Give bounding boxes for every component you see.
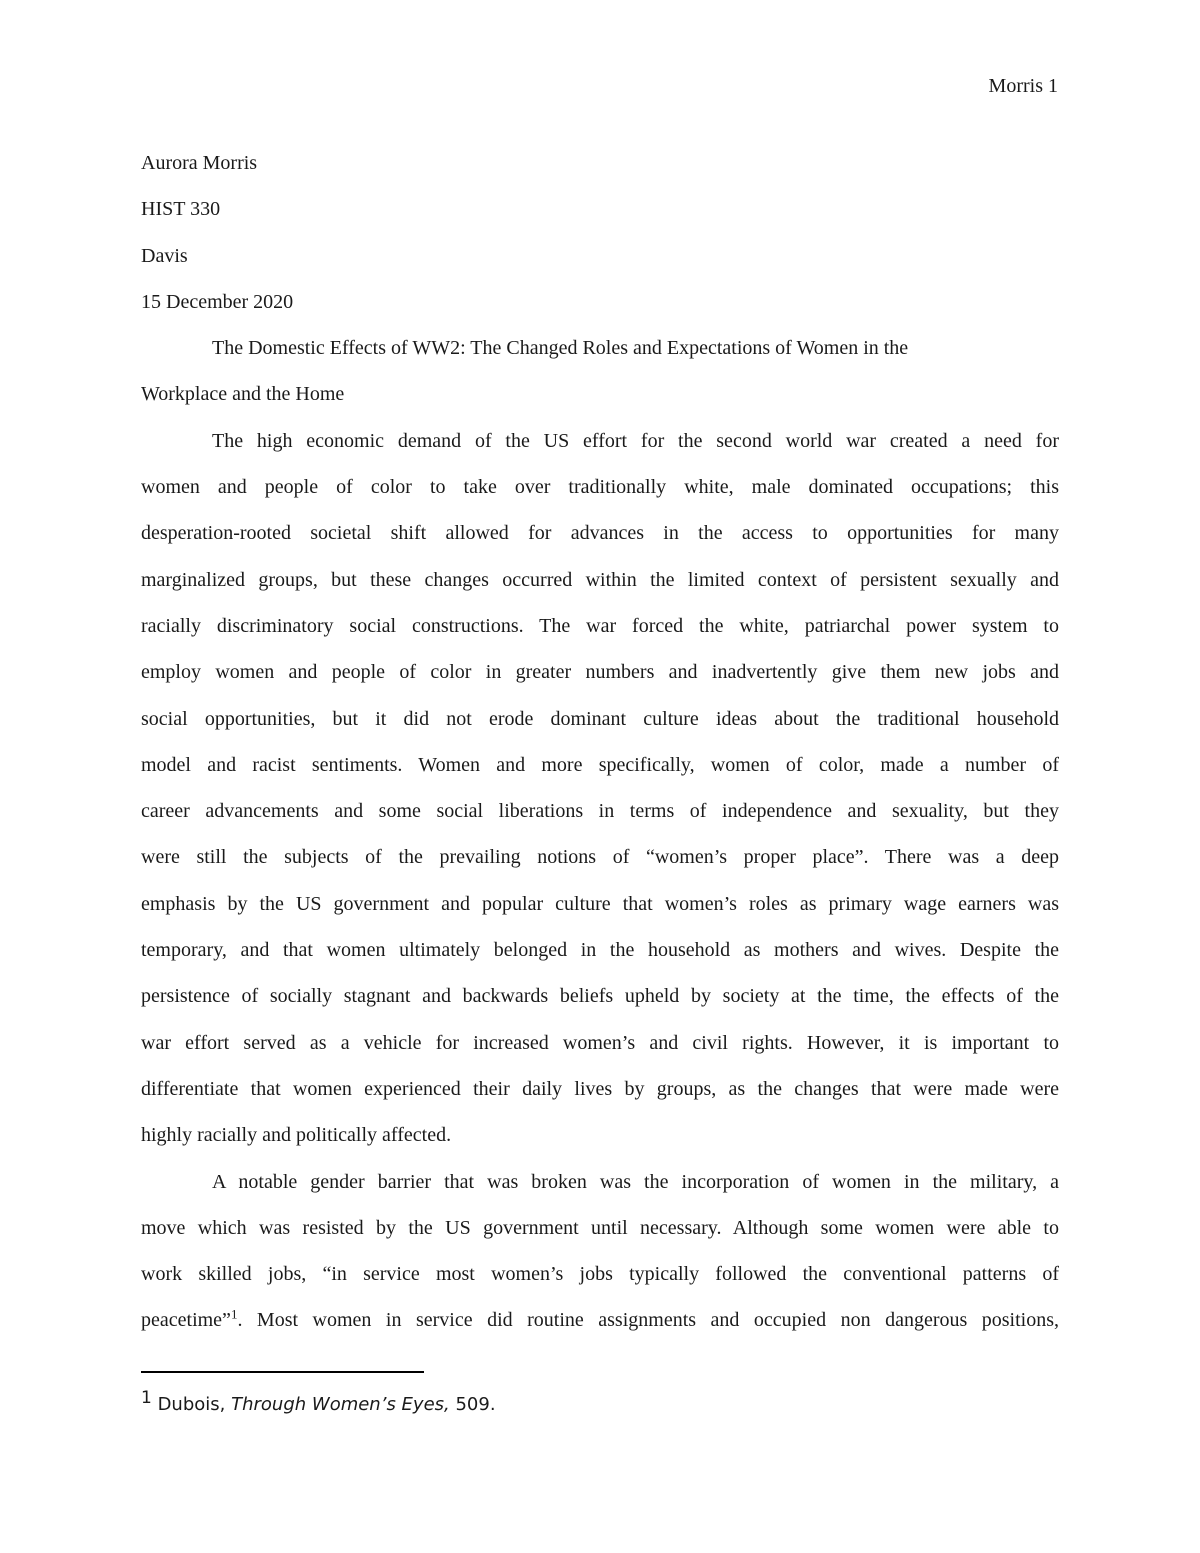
paragraph-line: employ women and people of color in greater numbers and inadvertently give them new jobs and: [141, 661, 1059, 684]
paragraph-line: model and racist sentiments. Women and more specifically, women of color, made a number of: [141, 753, 1059, 776]
essay-body: [141, 140, 1059, 1344]
paragraph-line: A notable gender barrier that was broken was the incorporation of women in the military, a: [212, 1170, 1059, 1193]
paragraph-line: The high economic demand of the US effort for the second world war created a need for: [212, 429, 1059, 452]
quote-end-text: peacetime”: [141, 1309, 231, 1332]
paragraph-line: differentiate that women experienced their daily lives by groups, as the changes that were made were: [141, 1077, 1059, 1100]
footnote-separator: [141, 1371, 424, 1373]
essay-title-line-1: The Domestic Effects of WW2: The Changed Roles and Expectations of Women in the: [212, 337, 909, 360]
course-code: HIST 330: [141, 198, 221, 221]
paragraph-line: racially discriminatory social constructions. The war forced the white, patriarchal power system to: [141, 614, 1059, 637]
paragraph-line: career advancements and some social liberations in terms of independence and sexuality, but they: [141, 800, 1059, 823]
paragraph-line: marginalized groups, but these changes occurred within the limited context of persistent sexually and: [141, 568, 1059, 591]
footnote-author: Dubois,: [157, 1394, 226, 1415]
paragraph-line: social opportunities, but it did not erode dominant culture ideas about the traditional household: [141, 707, 1059, 730]
instructor-name: Davis: [141, 244, 188, 267]
sentence-continuation: . Most women in service did routine assignments and occupied non dangerous positions,: [237, 1309, 1059, 1332]
footnote-work-title: Through Women’s Eyes,: [231, 1394, 450, 1415]
paragraph-line: desperation-rooted societal shift allowed for advances in the access to opportunities for many: [141, 522, 1059, 545]
paragraph-1: [141, 418, 1059, 1159]
essay-date: 15 December 2020: [141, 290, 294, 313]
running-head: Morris 1: [988, 75, 1058, 97]
paragraph-line: work skilled jobs, “in service most women’s jobs typically followed the conventional patterns of: [141, 1263, 1059, 1286]
paragraph-line: women and people of color to take over traditionally white, male dominated occupations; this: [141, 476, 1059, 499]
footnote-page: 509.: [455, 1394, 496, 1415]
paragraph-line: highly racially and politically affected.: [141, 1124, 452, 1147]
paragraph-2: [141, 1159, 1059, 1344]
paragraph-line: move which was resisted by the US government until necessary. Although some women were able to: [141, 1216, 1059, 1239]
paragraph-line: emphasis by the US government and popular culture that women’s roles as primary wage earners was: [141, 892, 1059, 915]
footnote-1: [141, 1384, 496, 1419]
paragraph-line: were still the subjects of the prevailing notions of “women’s proper place”. There was a deep: [141, 846, 1059, 869]
paragraph-line: persistence of socially stagnant and backwards beliefs upheld by society at the time, the effects of the: [141, 985, 1059, 1008]
paragraph-line: temporary, and that women ultimately belonged in the household as mothers and wives. Despite the: [141, 939, 1059, 962]
paragraph-line-with-footnote: [141, 1297, 1059, 1343]
footnote-number: 1: [141, 1388, 152, 1408]
footnote-reference[interactable]: 1: [230, 1306, 238, 1322]
author-name: Aurora Morris: [141, 152, 258, 174]
essay-title-line-2: Workplace and the Home: [141, 383, 345, 406]
paragraph-line: war effort served as a vehicle for increased women’s and civil rights. However, it is important to: [141, 1031, 1059, 1054]
